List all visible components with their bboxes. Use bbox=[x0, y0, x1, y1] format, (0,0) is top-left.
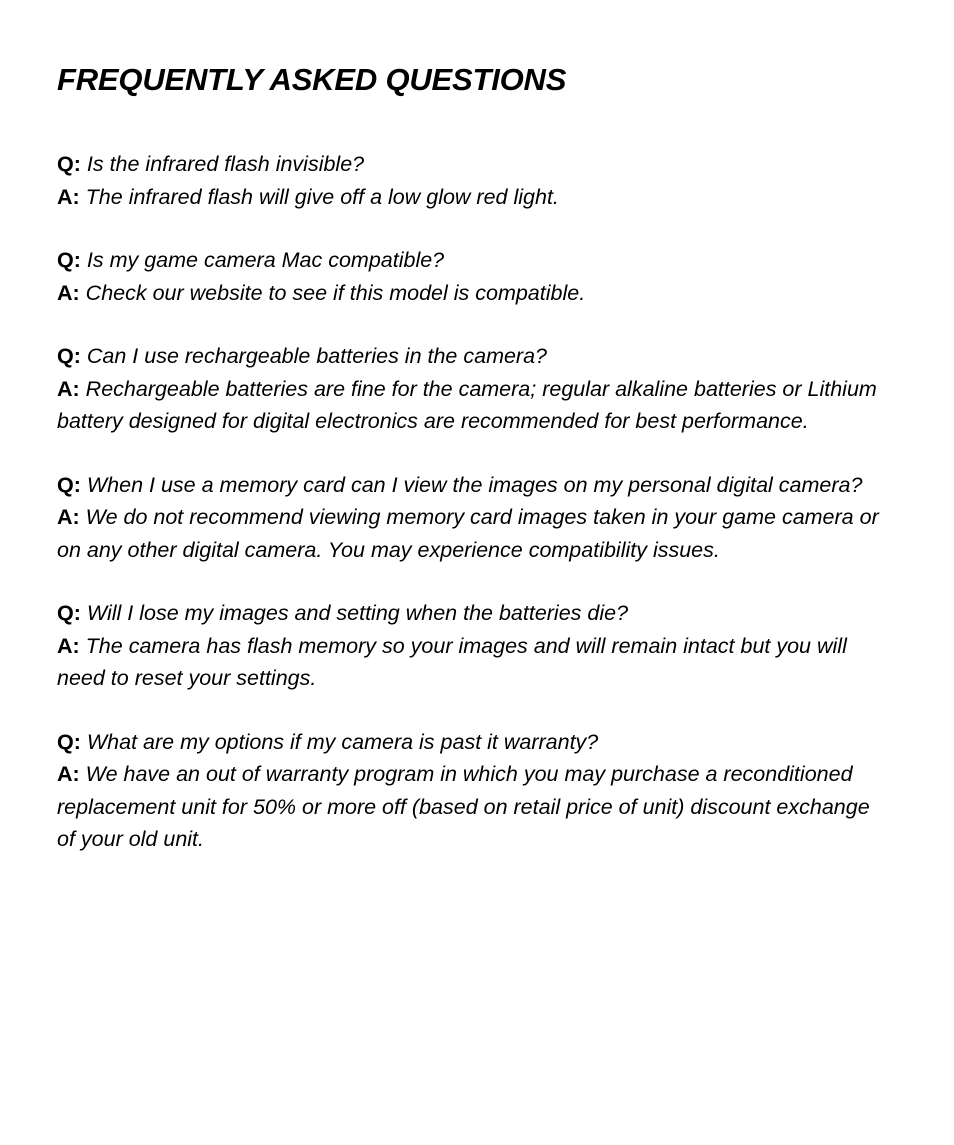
answer-text: Check our website to see if this model is compatible. bbox=[85, 280, 586, 305]
question-text: Is the infrared flash invisible? bbox=[86, 152, 365, 176]
question-text: Is my game camera Mac compatible? bbox=[86, 248, 445, 272]
answer-text: We have an out of warranty program in which you may purchase a reconditioned replacement unit for 50% or more off (based on retail price of unit) discount exchange of your old unit. bbox=[57, 762, 870, 851]
question-prefix: Q: bbox=[57, 344, 81, 368]
answer-line bbox=[57, 501, 887, 566]
question-line bbox=[57, 597, 887, 630]
question-text: What are my options if my camera is past it warranty? bbox=[86, 729, 599, 754]
faq-page bbox=[57, 56, 887, 887]
answer-line bbox=[57, 277, 887, 310]
answer-prefix: A: bbox=[57, 633, 80, 658]
question-text: When I use a memory card can I view the images on my personal digital camera? bbox=[86, 472, 863, 497]
faq-item bbox=[57, 340, 887, 438]
question-line bbox=[57, 469, 887, 502]
question-line bbox=[57, 726, 887, 759]
answer-line bbox=[57, 758, 887, 856]
answer-line bbox=[57, 373, 887, 438]
faq-item bbox=[57, 597, 887, 695]
answer-text: The infrared flash will give off a low glow red light. bbox=[85, 184, 559, 209]
answer-prefix: A: bbox=[57, 280, 80, 305]
faq-item bbox=[57, 244, 887, 309]
answer-prefix: A: bbox=[57, 184, 80, 209]
question-line bbox=[57, 148, 887, 181]
answer-prefix: A: bbox=[57, 376, 80, 401]
answer-prefix: A: bbox=[57, 762, 80, 786]
faq-item bbox=[57, 469, 887, 567]
question-prefix: Q: bbox=[57, 729, 81, 754]
question-line bbox=[57, 340, 887, 373]
page-title: FREQUENTLY ASKED QUESTIONS bbox=[57, 62, 567, 97]
question-prefix: Q: bbox=[57, 248, 81, 272]
answer-prefix: A: bbox=[57, 505, 80, 529]
answer-line bbox=[57, 630, 887, 695]
question-prefix: Q: bbox=[57, 601, 81, 625]
question-text: Will I lose my images and setting when the batteries die? bbox=[86, 601, 629, 625]
answer-text: Rechargeable batteries are fine for the camera; regular alkaline batteries or Lithium battery designed for digital electronics are recommended for best performance. bbox=[57, 376, 877, 433]
faq-item bbox=[57, 148, 887, 213]
question-line bbox=[57, 244, 887, 277]
faq-item bbox=[57, 726, 887, 856]
question-prefix: Q: bbox=[57, 152, 81, 176]
question-text: Can I use rechargeable batteries in the camera? bbox=[86, 344, 548, 368]
answer-text: The camera has flash memory so your images and will remain intact but you will need to reset your settings. bbox=[57, 633, 847, 690]
answer-text: We do not recommend viewing memory card images taken in your game camera or on any other digital camera. You may experience compatibility issues. bbox=[57, 505, 879, 562]
question-prefix: Q: bbox=[57, 472, 81, 497]
answer-line bbox=[57, 181, 887, 214]
